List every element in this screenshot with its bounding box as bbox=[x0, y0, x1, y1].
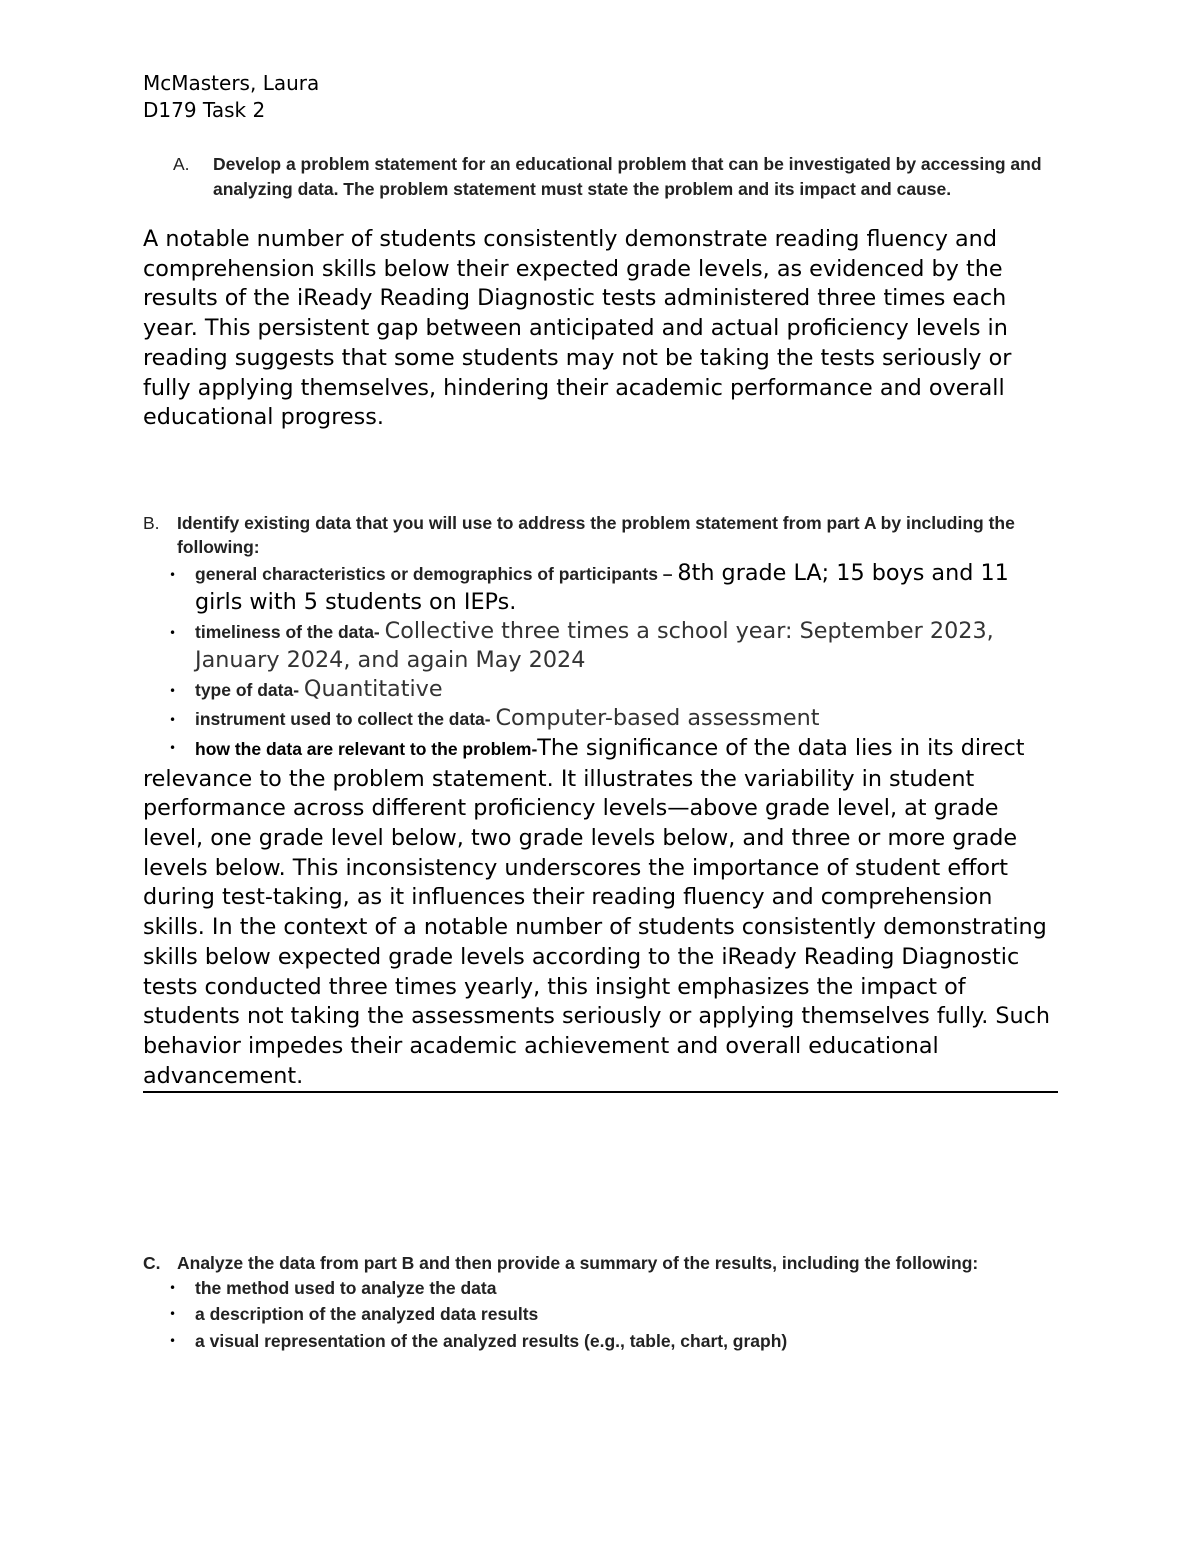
item-label: instrument used to collect the data- bbox=[195, 708, 496, 729]
bullet-icon: • bbox=[169, 1280, 177, 1295]
document-page bbox=[143, 70, 1060, 1355]
item-label: general characteristics or demographics of participants – bbox=[195, 563, 678, 584]
section-c-prompt-text: Analyze the data from part B and then provide a summary of the results, including the following: bbox=[177, 1253, 979, 1274]
section-b-relevance bbox=[143, 734, 1060, 1091]
item-value: Computer-based assessment bbox=[495, 704, 820, 731]
bullet-icon: • bbox=[169, 567, 177, 582]
item-label: a description of the analyzed data results bbox=[195, 1304, 539, 1325]
section-c-prompt bbox=[143, 1251, 1060, 1276]
bullet-icon: • bbox=[169, 712, 177, 727]
list-item bbox=[143, 1276, 1060, 1303]
section-c-letter: C. bbox=[143, 1253, 161, 1274]
section-c-list bbox=[143, 1276, 1060, 1356]
author-name: McMasters, Laura bbox=[143, 71, 320, 95]
list-item bbox=[143, 618, 1060, 676]
section-a-letter: A. bbox=[173, 154, 190, 174]
task-title: D179 Task 2 bbox=[143, 98, 266, 122]
relevance-lead bbox=[143, 734, 537, 765]
section-a-answer: A notable number of students consistently demonstrate reading fluency and comprehension skills below their expected grade levels, as evidenced by the results of the iReady Reading Diagnostic tests administered three times each year. This persistent gap between anticipated and actual proficiency levels in reading suggests that some students may not be taking the tests seriously or fully applying themselves, hindering their academic performance and overall educational progress. bbox=[143, 226, 1012, 431]
item-value: Quantitative bbox=[303, 675, 443, 702]
section-b-prompt bbox=[143, 511, 1060, 560]
item-label: the method used to analyze the data bbox=[195, 1277, 497, 1298]
list-item bbox=[143, 705, 1060, 734]
relevance-text: The significance of the data lies in its direct relevance to the problem statement. It illustrates the variability in student performance across different proficiency levels—above grade level, at grade level, one grade level below, two grade levels below, and three or more grade levels below. This inconsistency underscores the importance of student effort during test-taking, as it influences their reading fluency and comprehension skills. In the context of a notable number of students consistently demonstrating skills below expected grade levels according to the iReady Reading Diagnostic tests conducted three times yearly, this insight emphasizes the impact of students not taking the assessments seriously or applying themselves fully. Such behavior impedes their academic achievement and overall educational advancement. bbox=[143, 734, 1051, 1089]
item-label: type of data- bbox=[195, 679, 304, 700]
section-b-letter: B. bbox=[143, 512, 160, 533]
bullet-icon: • bbox=[169, 1307, 177, 1322]
bullet-icon: • bbox=[169, 740, 177, 755]
section-b-list bbox=[143, 560, 1060, 734]
relevance-label: how the data are relevant to the problem- bbox=[195, 738, 538, 759]
bullet-icon: • bbox=[169, 625, 177, 640]
item-value: 8th grade LA; 15 boys and 11 girls with 5 students on IEPs. bbox=[195, 559, 1009, 615]
section-a-prompt bbox=[143, 152, 1060, 201]
section-b-prompt-text: Identify existing data that you will use to address the problem statement from part A by including the following: bbox=[177, 512, 1015, 558]
list-item bbox=[143, 1329, 1060, 1356]
list-item bbox=[143, 676, 1060, 705]
bullet-icon: • bbox=[169, 683, 177, 698]
section-a-prompt-text: Develop a problem statement for an educational problem that can be investigated by accessing and analyzing data. The problem statement must state the problem and its impact and cause. bbox=[213, 154, 1042, 199]
item-value: Collective three times a school year: September 2023, January 2024, and again May 2024 bbox=[195, 617, 994, 673]
list-item bbox=[143, 560, 1060, 618]
list-item bbox=[143, 1302, 1060, 1329]
bullet-icon: • bbox=[169, 1333, 177, 1348]
item-label: a visual representation of the analyzed results (e.g., table, chart, graph) bbox=[195, 1330, 788, 1351]
item-label: timeliness of the data- bbox=[195, 621, 385, 642]
